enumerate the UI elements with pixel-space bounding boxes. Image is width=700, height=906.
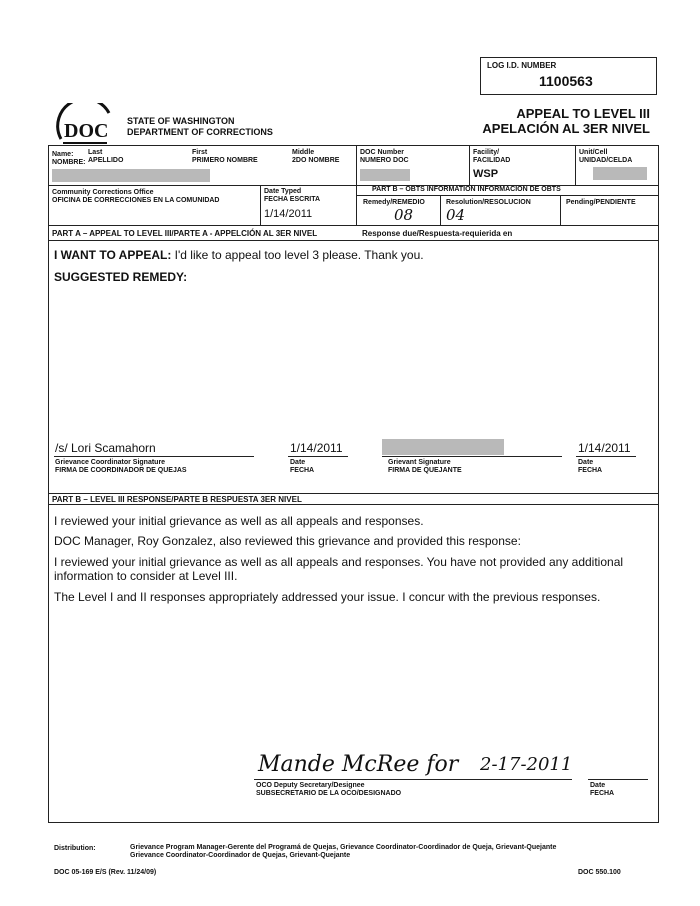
- deputy-signature: Mande McRee for: [258, 752, 459, 777]
- last-label: Last APELLIDO: [88, 149, 124, 164]
- resolution-value: 04: [446, 206, 466, 224]
- grievant-date: 1/14/2011: [578, 441, 631, 455]
- policy-number: DOC 550.100: [578, 869, 621, 876]
- pending-label: Pending/PENDIENTE: [566, 199, 636, 206]
- log-id-value: 1100563: [539, 73, 593, 89]
- log-id-box: [480, 57, 657, 95]
- doc-seal-icon: [55, 103, 115, 147]
- cco-label: Community Corrections Office OFICINA DE CORRECCIONES EN LA COMUNIDAD: [52, 189, 220, 204]
- response-paragraph-2: DOC Manager, Roy Gonzalez, also reviewed this grievance and provided this response:: [54, 534, 521, 548]
- deputy-date-label: Date FECHA: [590, 782, 615, 797]
- redacted-doc-number: [360, 169, 410, 181]
- grievant-date-label: Date FECHA: [578, 459, 603, 474]
- logo-text: DOC: [64, 120, 109, 142]
- facility-value: WSP: [473, 168, 499, 180]
- redacted-name: [52, 169, 210, 182]
- distribution-label: Distribution:: [54, 845, 96, 852]
- part-b-header: PART B – LEVEL III RESPONSE/PARTE B RESPUESTA 3ER NIVEL: [52, 495, 302, 504]
- grievant-signature-label: Grievant Signature FIRMA DE QUEJANTE: [388, 459, 462, 474]
- remedy-label: Remedy/REMEDIO: [363, 199, 425, 206]
- coordinator-signature-label: Grievance Coordinator Signature FIRMA DE COORDINADOR DE QUEJAS: [55, 459, 187, 474]
- want-to-appeal-text: I'd like to appeal too level 3 please. Thank you.: [171, 248, 424, 262]
- form-frame: [48, 145, 659, 823]
- unit-label: Unit/Cell UNIDAD/CELDA: [579, 149, 633, 164]
- facility-label: Facility/ FACILIDAD: [473, 149, 511, 164]
- appeal-statement: [54, 248, 424, 262]
- doc-logo: [55, 103, 115, 147]
- first-label: First PRIMERO NOMBRE: [192, 149, 258, 164]
- coordinator-signature: /s/ Lori Scamahorn: [55, 441, 156, 455]
- suggested-remedy-label: SUGGESTED REMEDY:: [54, 270, 188, 284]
- response-paragraph-4: The Level I and II responses appropriately addressed your issue. I concur with the previous responses.: [54, 590, 601, 604]
- date-typed-value: 1/14/2011: [264, 208, 313, 220]
- agency-line1: STATE OF WASHINGTON: [127, 116, 235, 126]
- redacted-grievant-signature: [382, 439, 504, 455]
- resolution-label: Resolution/RESOLUCION: [446, 199, 531, 206]
- redacted-unit: [593, 167, 647, 180]
- date-typed-label: Date Typed FECHA ESCRITA: [264, 188, 320, 203]
- deputy-signature-label: OCO Deputy Secretary/Designee SUBSECRETARIO DE LA OCO/DESIGNADO: [256, 782, 402, 797]
- part-b-obts-header: PART B – OBTS INFORMATION INFORMACION DE OBTS: [372, 186, 561, 193]
- response-paragraph-3: I reviewed your initial grievance as well as all appeals and responses. You have not provided any additional information to consider at Level III.: [54, 555, 624, 583]
- response-due-label: Response due/Respuesta-requierida en: [362, 229, 513, 238]
- part-a-date-label: Date FECHA: [290, 459, 315, 474]
- form-number: DOC 05-169 E/S (Rev. 11/24/09): [54, 869, 157, 876]
- deputy-sign-date: 2-17-2011: [480, 754, 573, 775]
- part-a-header: PART A – APPEAL TO LEVEL III/PARTE A - APPELCIÓN AL 3ER NIVEL: [52, 229, 318, 238]
- doc-number-label: DOC Number NUMERO DOC: [360, 149, 409, 164]
- agency-line2: DEPARTMENT OF CORRECTIONS: [127, 127, 273, 137]
- remedy-value: 08: [394, 206, 414, 224]
- want-to-appeal-label: I WANT TO APPEAL:: [54, 248, 172, 262]
- distribution-list: Grievance Program Manager-Gerente del Programá de Quejas, Grievance Coordinator-Coordinador de Queja, Grievant-Quejante Grievance Coordinator-Coordinador de Quejas, Grievant-Quejante: [130, 844, 557, 859]
- name-label: Name: NOMBRE:: [52, 151, 86, 166]
- response-paragraph-1: I reviewed your initial grievance as well as all appeals and responses.: [54, 514, 424, 528]
- part-a-date: 1/14/2011: [290, 441, 343, 455]
- middle-label: Middle 2DO NOMBRE: [292, 149, 340, 164]
- log-id-label: LOG I.D. NUMBER: [487, 61, 557, 70]
- form-title-es: APELACIÓN AL 3ER NIVEL: [482, 121, 650, 136]
- form-title-en: APPEAL TO LEVEL III: [516, 106, 650, 121]
